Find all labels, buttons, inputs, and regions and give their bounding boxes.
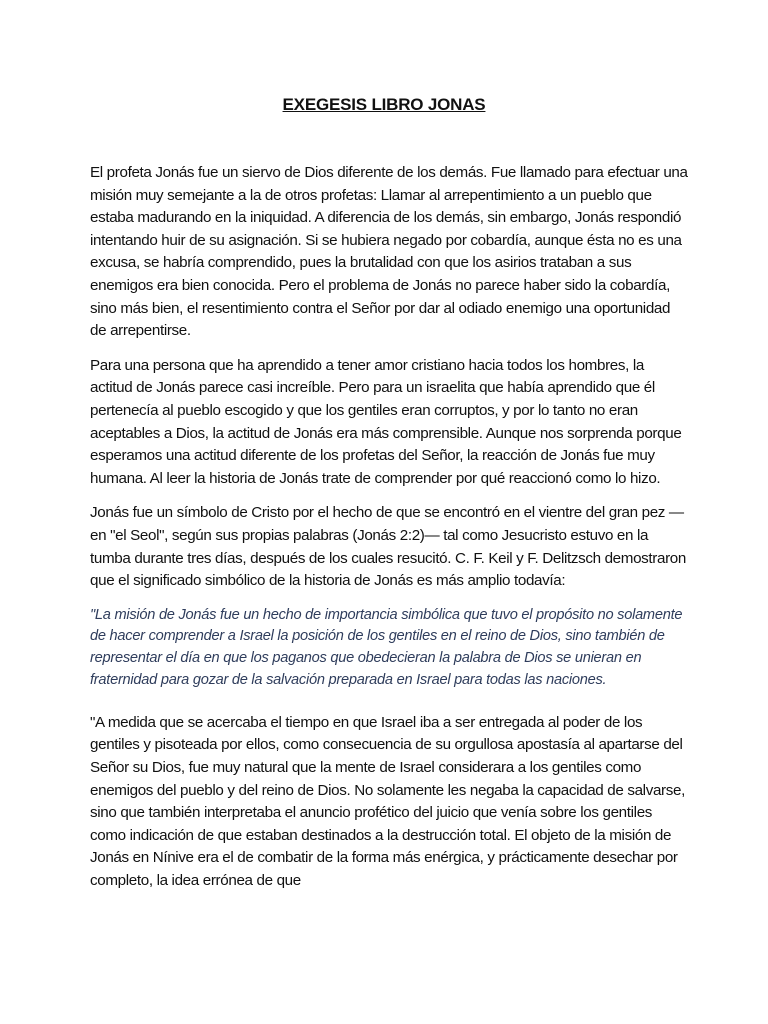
paragraph-3: Jonás fue un símbolo de Cristo por el hecho de que se encontró en el vientre del gran pez —en "el Seol", según sus propias palabras (Jonás 2:2)— tal como Jesucristo estuvo en la tumba durante tres días, después de los cuales resucitó. C. F. Keil y F. Delitzsch demostraron que el significado simbólico de la historia de Jonás es más amplio todavía: <box>90 504 686 590</box>
paragraph-1: El profeta Jonás fue un siervo de Dios diferente de los demás. Fue llamado para efectuar una misión muy semejante a la de otros profetas: Llamar al arrepentimiento a un pueblo que estaba madurando en la iniquidad. A diferencia de los demás, sin embargo, Jonás respondió intentando huir de su asignación. Si se hubiera negado por cobardía, aunque ésta no es una excusa, se habría comprendido, pues la brutalidad con que los asirios trataban a sus enemigos era bien conocida. Pero el problema de Jonás no parece haber sido la cobardía, sino más bien, el resentimiento contra el Señor por dar al odiado enemigo una oportunidad de arrepentirse. <box>90 164 688 340</box>
block-quote: "La misión de Jonás fue un hecho de importancia simbólica que tuvo el propósito no solamente de hacer comprender a Israel la posición de los gentiles en el reino de Dios, sino también de representar el día en que los paganos que obedecieran la palabra de Dios se unieran en fraternidad para gozar de la salvación preparada en Israel para todas las naciones. <box>90 606 683 689</box>
paragraph-2: Para una persona que ha aprendido a tener amor cristiano hacia todos los hombres, la actitud de Jonás parece casi increíble. Pero para un israelita que había aprendido que él pertenecía al pueblo escogido y que los gentiles eran corruptos, y por lo tanto no eran aceptables a Dios, la actitud de Jonás era más comprensible. Aunque nos sorprenda porque esperamos una actitud diferente de los profetas del Señor, la reacción de Jonás fue muy humana. Al leer la historia de Jonás trate de comprender por qué reaccionó como lo hizo. <box>90 356 682 487</box>
document-body <box>90 162 690 893</box>
paragraph-continuation: "A medida que se acercaba el tiempo en que Israel iba a ser entregada al poder de los gentiles y pisoteada por ellos, como consecuencia de su orgullosa apostasía al apartarse del Señor su Dios, fue muy natural que la mente de Israel considerara a los gentiles como enemigos del pueblo y del reino de Dios. No solamente les negaba la capacidad de salvarse, sino que también interpretaba el anuncio profético del juicio que venía sobre los gentiles como indicación de que estaban destinados a la destrucción total. El objeto de la misión de Jonás en Nínive era el de combatir de la forma más enérgica, y prácticamente desechar por completo, la idea errónea de que <box>90 713 685 890</box>
document-title: EXEGESIS LIBRO JONAS <box>282 95 486 114</box>
